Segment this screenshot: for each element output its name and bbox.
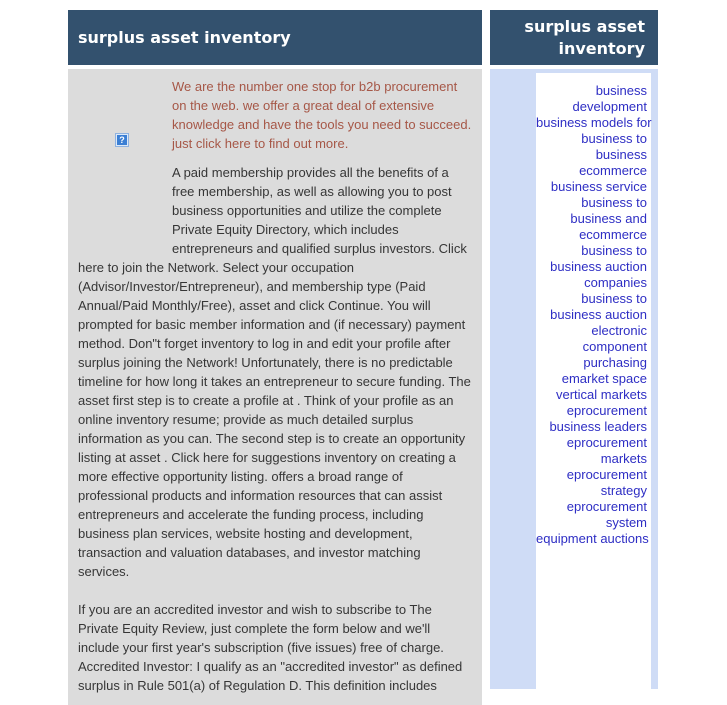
sidebar-link[interactable]: vertical markets bbox=[555, 387, 647, 402]
sidebar-link[interactable]: markets bbox=[600, 451, 647, 466]
sidebar bbox=[490, 69, 658, 689]
sidebar-link[interactable]: emarket space bbox=[561, 371, 647, 386]
left-column bbox=[68, 10, 482, 705]
sidebar-link[interactable]: eprocurement bbox=[566, 435, 647, 450]
sidebar-link[interactable]: eprocurement bbox=[566, 403, 647, 418]
sidebar-link[interactable]: business to bbox=[581, 243, 647, 258]
left-header-title: surplus asset inventory bbox=[78, 28, 291, 47]
broken-image-icon: ? bbox=[115, 133, 129, 147]
sidebar-link[interactable]: eprocurement bbox=[566, 499, 647, 514]
left-header bbox=[68, 10, 482, 65]
sidebar-link[interactable]: purchasing bbox=[583, 355, 647, 370]
sidebar-link[interactable]: business bbox=[595, 83, 647, 98]
membership-paragraph: A paid membership provides all the benefits of a free membership, as well as allowing you to post business opportunities and utilize the complete Private Equity Directory, which includes entrepreneurs and qualified surplus investors. Click here to join the Network. Select your occupation (Advisor/Investor/Entrepreneur), and membership type (Paid Annual/Paid Monthly/Free), asset and click Continue. You will prompted for basic member information and (if necessary) payment method. Don"t forget inventory to log in and edit your profile after surplus joining the Network! Unfortunately, there is no predictable timeline for how long it takes an entrepreneur to secure funding. The asset first step is to create a profile at . Think of your profile as an online inventory resume; provide as much detailed surplus information as you can. The second step is to create an opportunity listing at asset . Click here for suggestions inventory on creating a more effective opportunity listing. offers a broad range of professional products and information resources that can assist entrepreneurs and accelerate the funding process, including business plan services, website hosting and development, transaction and valuation databases, and investor matching services. bbox=[78, 165, 471, 579]
sidebar-link[interactable]: component bbox=[582, 339, 647, 354]
sidebar-link[interactable]: business leaders bbox=[549, 419, 647, 434]
sidebar-link[interactable]: business bbox=[595, 147, 647, 162]
image-placeholder-area bbox=[78, 77, 172, 243]
sidebar-link[interactable]: business to bbox=[581, 131, 647, 146]
sidebar-link[interactable]: ecommerce bbox=[579, 227, 647, 242]
sidebar-link[interactable]: development bbox=[572, 99, 647, 114]
sidebar-link[interactable]: ecommerce bbox=[579, 163, 647, 178]
main-content bbox=[68, 69, 482, 705]
sidebar-link[interactable]: system bbox=[605, 515, 647, 530]
accredited-investor-paragraph: If you are an accredited investor and wish to subscribe to The Private Equity Review, just complete the form below and we'll include your first year's subscription (five issues) free of charge. Accredited Investor: I qualify as an "accredited investor" as defined surplus in Rule 501(a) of Regulation D. This definition includes bbox=[78, 602, 463, 693]
right-header-title: surplus asset inventory bbox=[524, 16, 645, 58]
sidebar-link[interactable]: companies bbox=[584, 275, 647, 290]
sidebar-link[interactable]: business to bbox=[581, 195, 647, 210]
intro-paragraph: We are the number one stop for b2b procurement on the web. we offer a great deal of extensive knowledge and have the tools you need to succeed. just click here to find out more. bbox=[172, 79, 472, 151]
sidebar-link[interactable]: business auction bbox=[550, 259, 647, 274]
sidebar-link-list bbox=[536, 73, 651, 689]
sidebar-link[interactable]: electronic bbox=[591, 323, 647, 338]
sidebar-link[interactable]: business auction bbox=[550, 307, 647, 322]
sidebar-link[interactable]: business and bbox=[570, 211, 647, 226]
sidebar-link[interactable]: strategy bbox=[600, 483, 647, 498]
sidebar-link[interactable]: eprocurement bbox=[566, 467, 647, 482]
sidebar-link[interactable]: business models for bbox=[536, 115, 652, 130]
right-column bbox=[490, 10, 658, 689]
sidebar-link[interactable]: business service bbox=[550, 179, 647, 194]
sidebar-link[interactable]: equipment auctions bbox=[536, 531, 649, 546]
sidebar-link[interactable]: business to bbox=[581, 291, 647, 306]
right-header bbox=[490, 10, 658, 65]
